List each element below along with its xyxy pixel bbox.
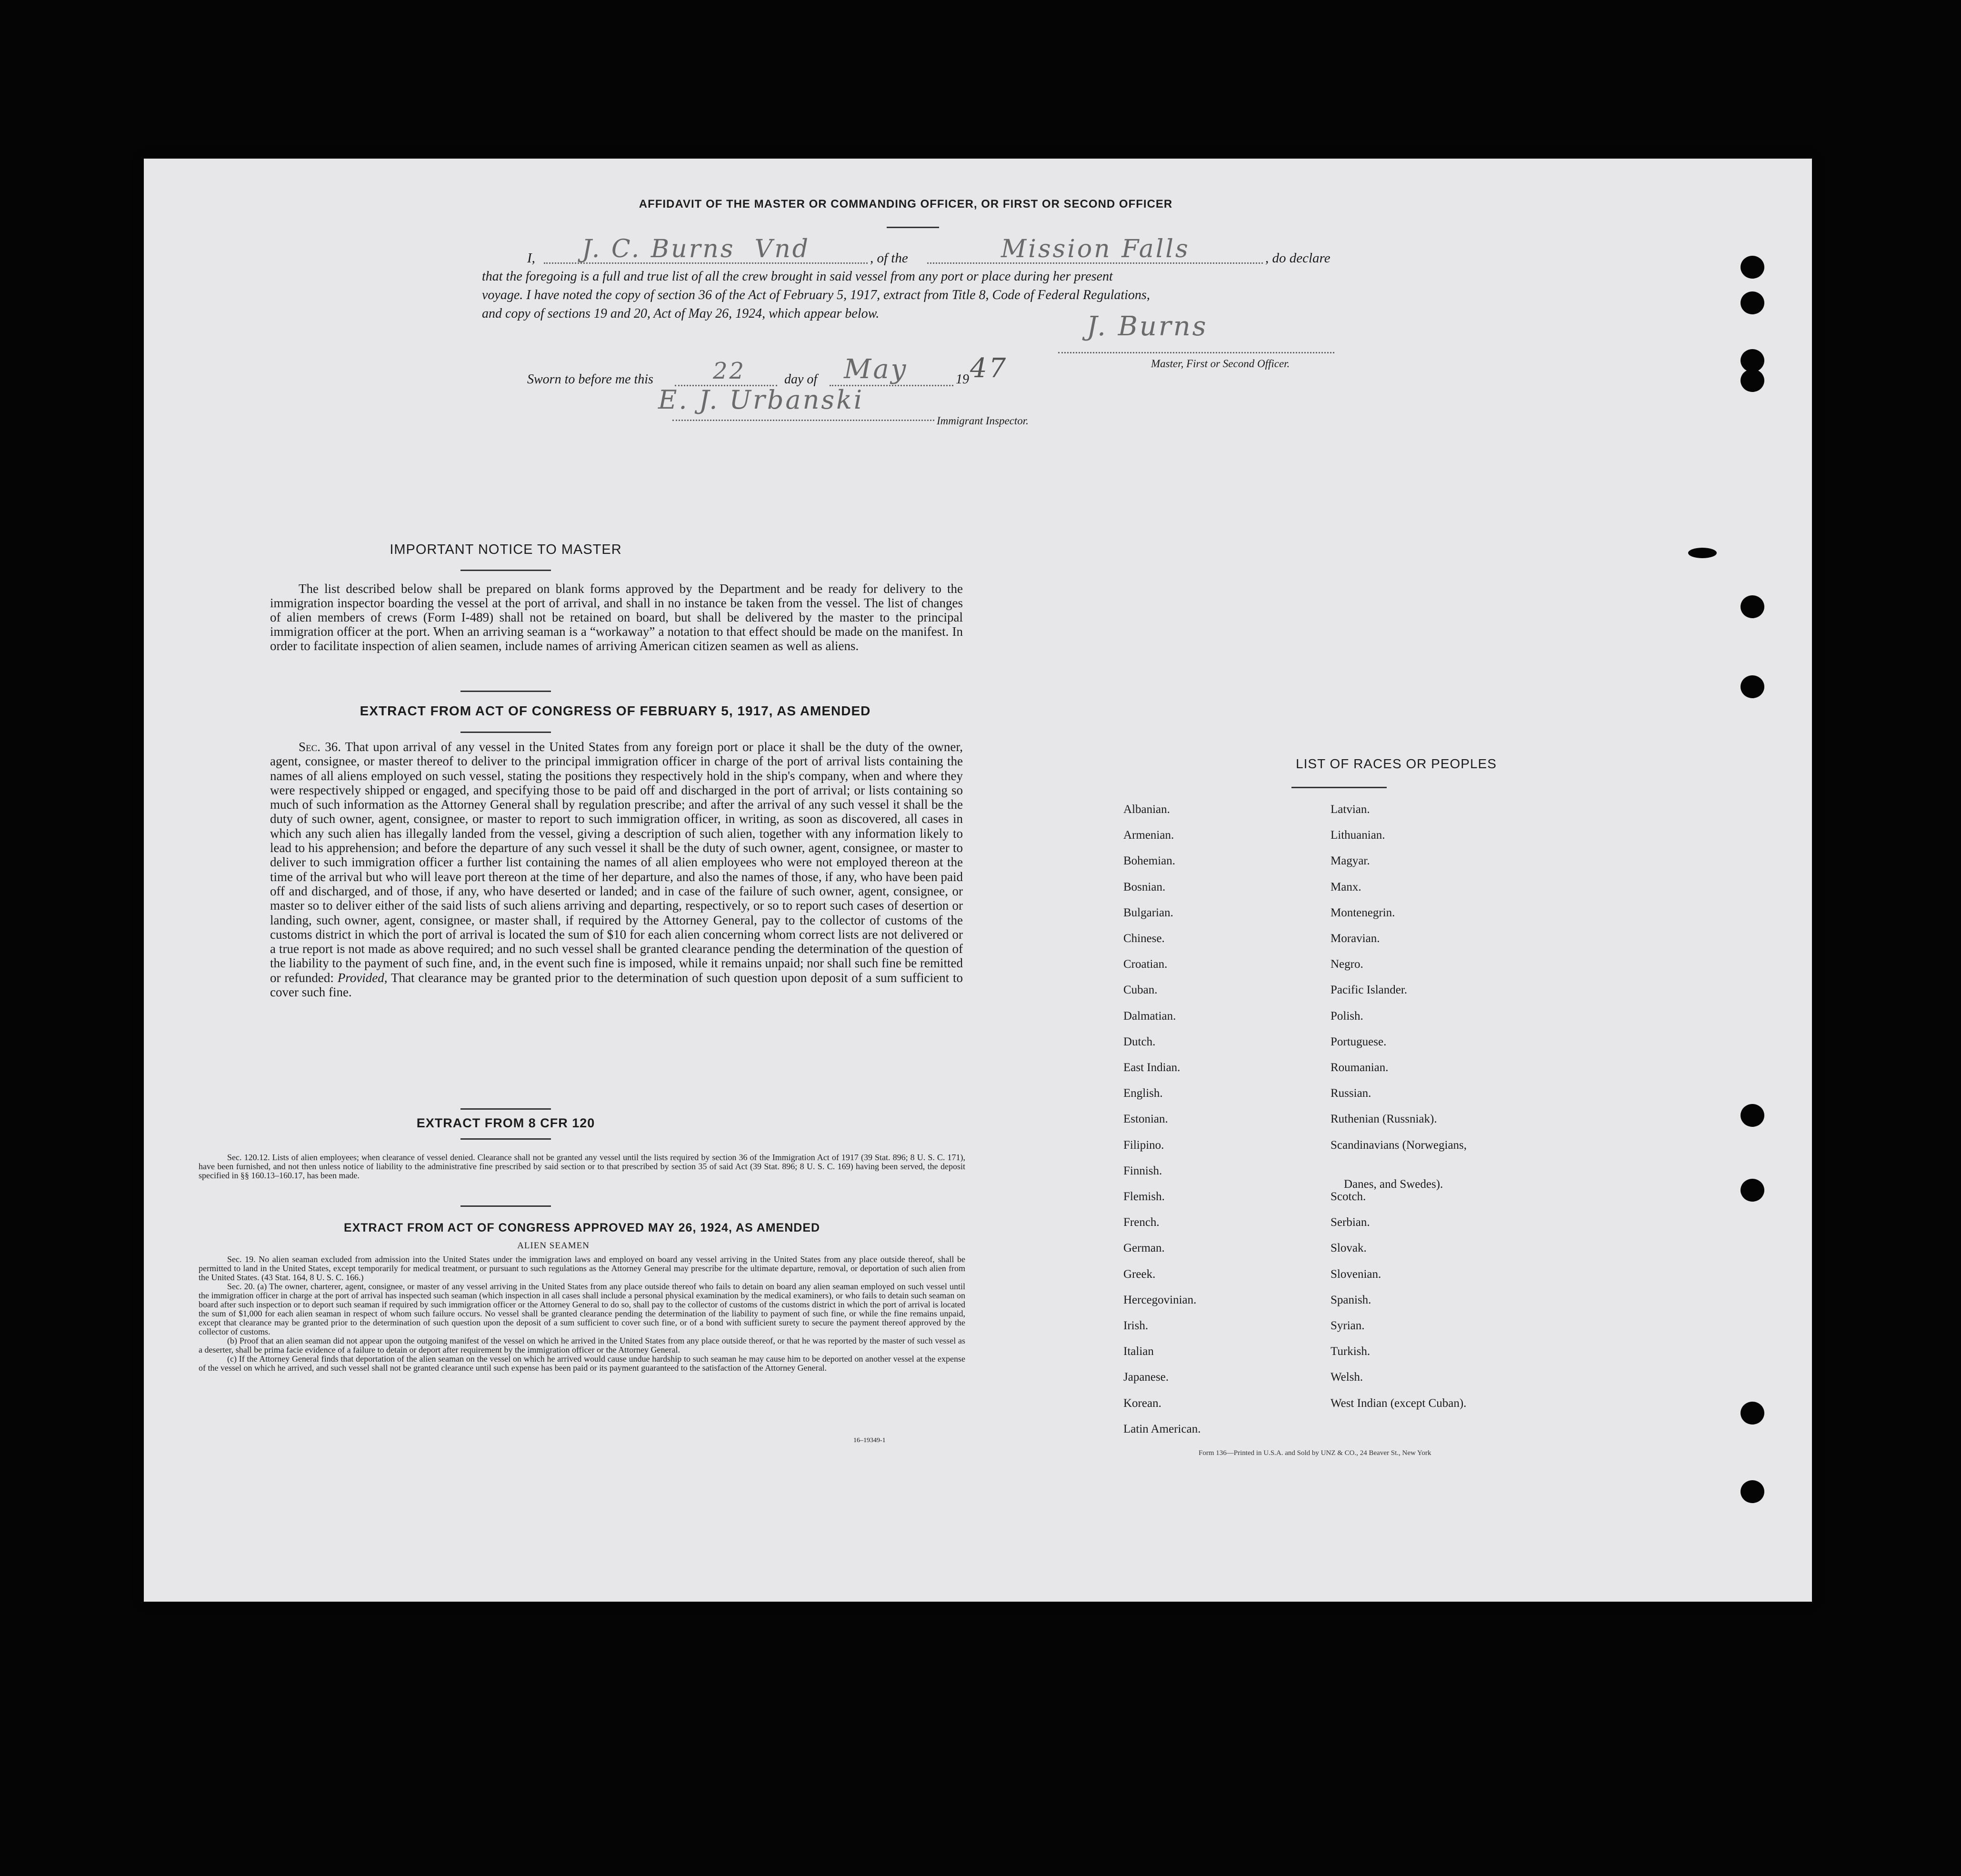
race-item: Danes, and Swedes). xyxy=(1344,1177,1443,1191)
cfr-rule xyxy=(460,1138,551,1140)
race-item: Scotch. xyxy=(1331,1190,1366,1203)
race-item: Cuban. xyxy=(1123,983,1158,997)
race-item: East Indian. xyxy=(1123,1061,1181,1074)
notice-end-rule xyxy=(460,691,551,692)
race-item: Portuguese. xyxy=(1331,1035,1387,1048)
race-item: Croatian. xyxy=(1123,958,1168,971)
race-item: Irish. xyxy=(1123,1319,1149,1332)
notice-body: The list described below shall be prepared on blank forms approved by the Department and be ready for delivery to the immigration inspector boarding the vessel at the port of arrival, and shall in no instance be taken from the vessel. The list of changes of alien members of crews (Form I-489) shall not be retained on board, but shall be delivered by the master to the principal immigration officer at the port. When an arriving seaman is a “workaway” a notation to that effect should be made on the manifest. In order to facilitate inspection of alien seamen, include names of arriving American citizen seamen as well as aliens. xyxy=(270,582,963,653)
of-the-label: , of the xyxy=(870,251,908,266)
sec19-text: Sec. 19. No alien seaman excluded from admission into the United States under the immigration laws and employed on board any vessel arriving in the United States from any place outside thereof, shall be permitted to land in the United States, except temporarily for medical treatment, or pursuant to such regulations as the Attorney General may prescribe for the ultimate departure, removal, or deportation of such alien from the United States. (43 Stat. 164, 8 U. S. C. 166.) xyxy=(199,1254,965,1282)
title-rule xyxy=(887,227,939,228)
race-item: Dalmatian. xyxy=(1123,1009,1176,1023)
race-item: Latin American. xyxy=(1123,1422,1201,1435)
do-declare-label: , do declare xyxy=(1265,251,1331,266)
cfr-title: EXTRACT FROM 8 CFR 120 xyxy=(416,1116,595,1130)
race-item: Serbian. xyxy=(1331,1216,1370,1229)
race-item: Negro. xyxy=(1331,958,1363,971)
punch-hole xyxy=(1741,291,1764,314)
provided-label: Provided, xyxy=(337,970,388,985)
sec20c-text: (c) If the Attorney General finds that deportation of the alien seaman on the vessel on which he arrived would cause undue hardship to such seaman he may cause him to be deported on another vessel at the expense of the vessel on which he arrived, and such vessel shall not be granted clearance until such expense has been paid or its payment guaranteed to the satisfaction of the Attorney General. xyxy=(199,1354,965,1373)
cfr-top-rule xyxy=(460,1108,551,1110)
alien-seamen-subtitle: ALIEN SEAMEN xyxy=(517,1241,590,1251)
race-item: Flemish. xyxy=(1123,1190,1165,1203)
race-item: Latvian. xyxy=(1331,803,1370,816)
race-item: Syrian. xyxy=(1331,1319,1365,1332)
month-handwriting: May xyxy=(844,354,908,385)
extract-1917-title: EXTRACT FROM ACT OF CONGRESS OF FEBRUARY 5, 1917, AS AMENDED xyxy=(360,703,871,718)
race-item: Albanian. xyxy=(1123,803,1170,816)
notice-rule xyxy=(460,570,551,571)
punch-hole xyxy=(1741,1480,1764,1503)
extract-1924-top-rule xyxy=(460,1205,551,1207)
race-item: Polish. xyxy=(1331,1009,1363,1023)
race-item: Bosnian. xyxy=(1123,880,1166,893)
notice-text xyxy=(270,582,963,653)
race-item: Armenian. xyxy=(1123,829,1174,842)
inspector-label: Immigrant Inspector. xyxy=(937,415,1029,427)
race-item: Japanese. xyxy=(1123,1371,1169,1384)
punch-hole xyxy=(1688,548,1717,558)
document-page xyxy=(144,159,1812,1602)
punch-hole xyxy=(1741,349,1764,372)
race-item: Montenegrin. xyxy=(1331,906,1395,919)
punch-hole xyxy=(1741,256,1764,279)
race-item: Scandinavians (Norwegians, xyxy=(1331,1138,1467,1152)
race-item: Russian. xyxy=(1331,1087,1371,1100)
affidavit-line-3: voyage. I have noted the copy of section 36 of the Act of February 5, 1917, extract from Title 8, Code of Federal Regulations, xyxy=(482,288,1150,302)
sec20b-text: (b) Proof that an alien seaman did not appear upon the outgoing manifest of the vessel on which he arrived in the United States from any place outside thereof, or that he was reported by the master of such vessel as a deserter, shall be prima facie evidence of a failure to detain or deport after requirement by the immigration officer or the Attorney General. xyxy=(199,1336,965,1354)
punch-hole xyxy=(1741,595,1764,618)
race-item: Finnish. xyxy=(1123,1164,1162,1177)
race-item: Dutch. xyxy=(1123,1035,1156,1048)
affidavit-line-4: and copy of sections 19 and 20, Act of May 26, 1924, which appear below. xyxy=(482,306,880,321)
race-item: Pacific Islander. xyxy=(1331,983,1408,997)
cfr-text: Sec. 120.12. Lists of alien employees; when clearance of vessel denied. Clearance shall not be granted any vessel until the lists required by section 36 of the Immigration Act of 1917 (39 Stat. 896; 8 U. S. C. 171), have been furnished, and not then unless notice of liability to the administrative fine prescribed by said section or to that prescribed by section 35 of said Act (39 Stat. 896; 8 U. S. C. 169) having been served, the deposit specified in §§ 160.13–160.17, has been made. xyxy=(199,1153,965,1180)
race-item: Moravian. xyxy=(1331,932,1380,945)
master-name-handwriting: J. C. Burns Vnd xyxy=(582,235,810,263)
race-item: Hercegovinian. xyxy=(1123,1293,1197,1306)
extract-1924-title: EXTRACT FROM ACT OF CONGRESS APPROVED MAY 26, 1924, AS AMENDED xyxy=(343,1221,820,1234)
sec36-end: That clearance may be granted prior to the determination of such question upon deposit of a sum sufficient to cover such fine. xyxy=(270,970,963,1000)
sec20a-text: Sec. 20. (a) The owner, charterer, agent, consignee, or master of any vessel arriving in the United States from any place outside thereof who fails to detain on board any alien seaman employed on such vessel until the immigration officer in charge at the port of arrival has inspected such seaman (which inspection in all cases shall include a personal physical examination by the medical examiners), or who fails to detain such seaman on board after such inspection or to deport such seaman if required by such immigration officer or the Attorney General to do so, shall pay to the collector of customs of the customs district in which the port of arrival is located the sum of $1,000 for each alien seaman in respect of whom such failure occurs. No vessel shall be granted clearance pending the determination of the liability to payment of such fine, or while the fine remains unpaid, except that clearance may be granted prior to the determination of such question upon the deposit of a sum sufficient to cover such fine, or of a bond with sufficient surety to secure the payment thereof approved by the collector of customs. xyxy=(199,1282,965,1336)
form-code: 16–19349-1 xyxy=(853,1437,886,1444)
master-label: Master, First or Second Officer. xyxy=(1151,358,1290,370)
race-item: German. xyxy=(1123,1242,1165,1255)
races-title: LIST OF RACES OR PEOPLES xyxy=(1296,756,1497,771)
punch-hole xyxy=(1741,369,1764,392)
year-prefix: 19 xyxy=(956,372,969,387)
race-item: Chinese. xyxy=(1123,932,1165,945)
sec36-body: That upon arrival of any vessel in the United States from any foreign port or place it shall be the duty of the owner, agent, consignee, or master thereof to deliver to the principal immigration officer in charge of the port of arrival lists containing the names of all aliens employed on such vessel, stating the positions they respectively hold in the ship's company, when and where they were respectively shipped or engaged, and specifying those to be paid off and discharged in the port of arrival; or lists containing so much of such information as the Attorney General shall by regulation prescribe; and after the arrival of any such vessel it shall be the duty of such owner, agent, consignee, or master to report to such immigration officer, in writing, as soon as discovered, all cases in which any such alien has illegally landed from the vessel, giving a description of such alien, together with any information likely to lead to his apprehension; and before the departure of any such vessel it shall be the duty of such owner, agent, consignee, or master to deliver to such immigration officer a further list containing the names of all alien employees who were not employed thereon at the time of the arrival but who will leave port thereon at the time of her departure, and also the names of those, if any, who have been paid off and discharged, and of those, if any, who have deserted or landed; and in case of the failure of such owner, agent, consignee, or master so to deliver either of the said lists of such aliens arriving and departing, respectively, or so to report such cases of desertion or landing, such owner, agent, consignee, or master shall, if required by the Attorney General, pay to the collector of customs of the customs district in which the port of arrival is located the sum of $10 for each alien concerning whom correct lists are not delivered or a true report is not made as above required; and no such vessel shall be granted clearance pending the determination of the question of the liability to the payment of such fine, and, in the event such fine is imposed, while it remains unpaid; nor shall such fine be remitted or refunded: xyxy=(270,740,963,985)
race-item: Italian xyxy=(1123,1345,1154,1358)
punch-hole xyxy=(1741,675,1764,698)
day-handwriting: 22 xyxy=(713,358,746,384)
affidavit-line-2: that the foregoing is a full and true list of all the crew brought in said vessel from any port or place during her present xyxy=(482,269,1113,284)
race-item: Bohemian. xyxy=(1123,854,1176,868)
extract-1924-text xyxy=(199,1255,965,1373)
notice-title: IMPORTANT NOTICE TO MASTER xyxy=(390,542,622,557)
race-item: Estonian. xyxy=(1123,1113,1168,1126)
sworn-label: Sworn to before me this xyxy=(527,372,653,387)
punch-hole xyxy=(1741,1104,1764,1127)
day-of-label: day of xyxy=(784,372,818,387)
races-rule xyxy=(1291,787,1387,788)
race-item: Filipino. xyxy=(1123,1138,1164,1152)
signature-blank xyxy=(1058,352,1334,353)
race-item: Korean. xyxy=(1123,1396,1161,1410)
inspector-signature: E. J. Urbanski xyxy=(658,385,864,415)
race-item: Slovak. xyxy=(1331,1242,1367,1255)
sec36-label: Sec. 36. xyxy=(299,740,341,754)
race-item: Slovenian. xyxy=(1331,1267,1381,1281)
race-item: Turkish. xyxy=(1331,1345,1371,1358)
year-handwriting: 47 xyxy=(970,353,1008,384)
inspector-blank xyxy=(672,420,934,421)
race-item: Bulgarian. xyxy=(1123,906,1173,919)
race-item: Magyar. xyxy=(1331,854,1370,868)
intro-i: I, xyxy=(527,251,535,266)
affidavit-line-1 xyxy=(527,251,535,266)
race-item: West Indian (except Cuban). xyxy=(1331,1396,1467,1410)
punch-hole xyxy=(1741,1402,1764,1425)
vessel-name-handwriting: Mission Falls xyxy=(1001,235,1190,263)
race-item: French. xyxy=(1123,1216,1160,1229)
race-item: Lithuanian. xyxy=(1331,829,1385,842)
race-item: Welsh. xyxy=(1331,1371,1363,1384)
extract-1917-text xyxy=(270,740,963,999)
extract-1917-rule xyxy=(460,732,551,733)
race-item: Ruthenian (Russniak). xyxy=(1331,1113,1437,1126)
race-item: English. xyxy=(1123,1087,1163,1100)
master-signature: J. Burns xyxy=(1087,311,1208,342)
race-item: Spanish. xyxy=(1331,1293,1371,1306)
race-item: Roumanian. xyxy=(1331,1061,1389,1074)
race-item: Greek. xyxy=(1123,1267,1156,1281)
punch-hole xyxy=(1741,1179,1764,1202)
race-item: Manx. xyxy=(1331,880,1361,893)
affidavit-title: AFFIDAVIT OF THE MASTER OR COMMANDING OFFICER, OR FIRST OR SECOND OFFICER xyxy=(639,198,1173,211)
form-imprint: Form 136—Printed in U.S.A. and Sold by UNZ & CO., 24 Beaver St., New York xyxy=(1199,1449,1431,1457)
